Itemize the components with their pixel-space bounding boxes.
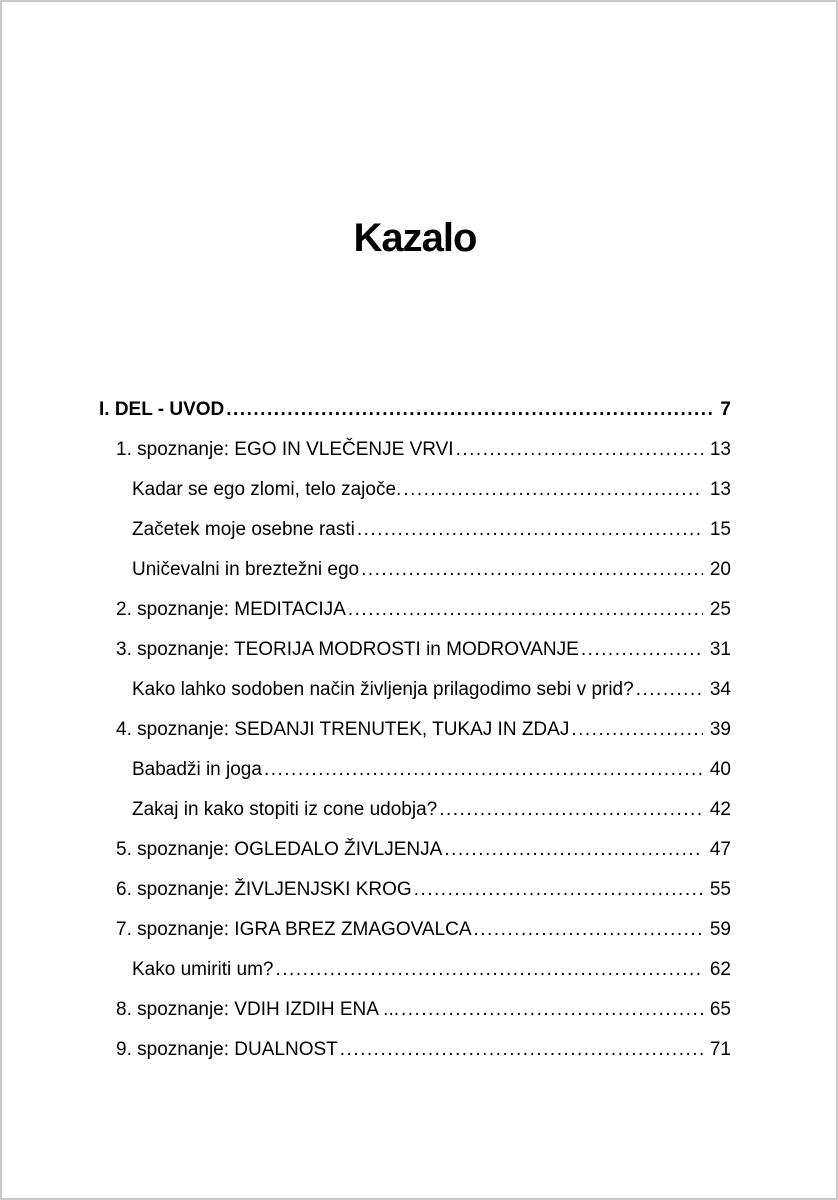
toc-entry[interactable] — [99, 910, 731, 950]
toc-entry-page: 25 — [709, 599, 731, 620]
toc-leader-dots — [359, 550, 703, 590]
toc-leader-dots — [569, 710, 703, 750]
toc-entry-page: 59 — [709, 919, 731, 940]
toc-entry-label: 9. spoznanje: DUALNOST — [116, 1039, 338, 1060]
toc-leader-dots — [401, 470, 703, 510]
toc-leader-dots — [437, 790, 703, 830]
toc-entry-label: Kako lahko sodoben način življenja prilagodimo sebi v prid? — [132, 679, 634, 700]
toc-leader-dots — [346, 590, 703, 630]
toc-entry-label: Začetek moje osebne rasti — [132, 519, 355, 540]
toc-entry-label: 3. spoznanje: TEORIJA MODROSTI in MODROVANJE — [116, 639, 579, 660]
toc-entry[interactable] — [99, 630, 731, 670]
toc-entry-page: 15 — [709, 519, 731, 540]
toc-entry-page: 31 — [709, 639, 731, 660]
toc-leader-dots — [472, 910, 703, 950]
toc-entry[interactable] — [99, 550, 731, 590]
toc-entry-page: 39 — [709, 719, 731, 740]
toc-leader-dots — [262, 750, 703, 790]
toc-entry[interactable] — [99, 1030, 731, 1070]
toc-entry-label: 6. spoznanje: ŽIVLJENJSKI KROG — [116, 879, 412, 900]
toc-entry-page: 7 — [720, 399, 731, 420]
toc-entry[interactable] — [99, 830, 731, 870]
toc-entry-label: I. DEL - UVOD — [99, 399, 225, 420]
toc-entry-page: 20 — [709, 559, 731, 580]
toc-entry-label: 1. spoznanje: EGO IN VLEČENJE VRVI — [116, 439, 454, 460]
toc-entry[interactable] — [99, 510, 731, 550]
toc-leader-dots — [338, 1030, 703, 1070]
toc-entry-page: 34 — [709, 679, 731, 700]
toc-entry[interactable] — [99, 430, 731, 470]
toc-leader-dots — [454, 430, 703, 470]
toc-entry-page: 55 — [709, 879, 731, 900]
toc-leader-dots — [442, 830, 703, 870]
toc-leader-dots — [274, 950, 703, 990]
toc-entry[interactable] — [99, 470, 731, 510]
toc-entry-page: 40 — [709, 759, 731, 780]
toc-entry-label: 4. spoznanje: SEDANJI TRENUTEK, TUKAJ IN ZDAJ — [116, 719, 570, 740]
toc-entry-label: Zakaj in kako stopiti iz cone udobja? — [132, 799, 438, 820]
toc-entry-label: 8. spoznanje: VDIH IZDIH ENA ... — [116, 999, 399, 1020]
toc-leader-dots — [224, 390, 713, 430]
toc-entry-label: Uničevalni in breztežni ego — [132, 559, 360, 580]
toc-leader-dots — [355, 510, 703, 550]
toc-entry-page: 62 — [709, 959, 731, 980]
toc-entry-label: Babadži in joga — [132, 759, 262, 780]
toc-leader-dots — [412, 870, 703, 910]
toc-leader-dots — [399, 990, 703, 1030]
toc-entry-page: 13 — [709, 439, 731, 460]
toc-entry-label: Kako umiriti um? — [132, 959, 274, 980]
toc-entry-label: 7. spoznanje: IGRA BREZ ZMAGOVALCA — [116, 919, 472, 940]
toc-entry-page: 13 — [709, 479, 731, 500]
toc-entry[interactable] — [99, 990, 731, 1030]
toc-entry[interactable] — [99, 790, 731, 830]
toc-entry-label: 2. spoznanje: MEDITACIJA — [116, 599, 346, 620]
table-of-contents — [99, 390, 731, 1070]
toc-entry[interactable] — [99, 750, 731, 790]
toc-entry-label: Kadar se ego zlomi, telo zajoče. — [132, 479, 402, 500]
toc-entry-page: 42 — [709, 799, 731, 820]
toc-entry[interactable] — [99, 670, 731, 710]
page-title: Kazalo — [353, 216, 477, 260]
toc-leader-dots — [634, 670, 703, 710]
toc-entry[interactable] — [99, 390, 731, 430]
toc-entry[interactable] — [99, 590, 731, 630]
toc-entry[interactable] — [99, 870, 731, 910]
toc-entry[interactable] — [99, 950, 731, 990]
toc-entry[interactable] — [99, 710, 731, 750]
toc-leader-dots — [579, 630, 703, 670]
toc-entry-page: 71 — [709, 1039, 731, 1060]
toc-entry-page: 65 — [709, 999, 731, 1020]
toc-entry-label: 5. spoznanje: OGLEDALO ŽIVLJENJA — [116, 839, 443, 860]
toc-entry-page: 47 — [709, 839, 731, 860]
